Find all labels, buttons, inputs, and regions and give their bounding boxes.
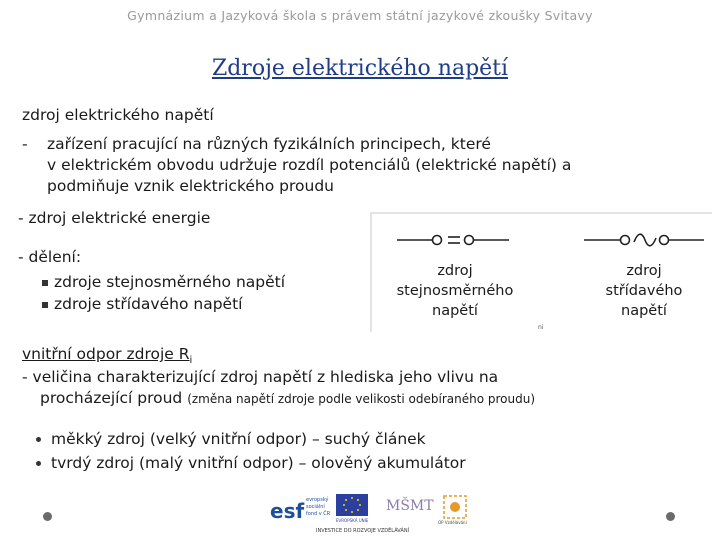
left-corner-dot xyxy=(43,512,52,521)
ac-source-symbol xyxy=(584,234,704,246)
definition-line-2: v elektrickém obvodu udržuje rozdíl potenciálů (elektrické napětí) a xyxy=(47,156,572,174)
school-header: Gymnázium a Jazyková škola s právem státní jazykové zkoušky Svitavy xyxy=(127,8,593,23)
ac-source-label: zdroj střídavého napětí xyxy=(605,263,683,319)
dot-bullet-icon xyxy=(36,461,41,466)
svg-text:sociální: sociální xyxy=(306,504,325,510)
svg-text:esf: esf xyxy=(270,499,305,523)
svg-text:evropský: evropský xyxy=(306,497,329,503)
division-item-label: zdroje střídavého napětí xyxy=(54,295,243,313)
svg-text:INVESTICE DO ROZVOJE VZDĚLÁVÁN: INVESTICE DO ROZVOJE VZDĚLÁVÁNÍ xyxy=(316,528,410,534)
svg-text:EVROPSKÁ UNIE: EVROPSKÁ UNIE xyxy=(336,518,369,523)
dc-source-label: zdroj stejnosměrného napětí xyxy=(396,263,514,319)
section-heading: zdroj elektrického napětí xyxy=(22,106,214,124)
svg-text:fond v ČR: fond v ČR xyxy=(306,511,331,517)
resistance-item xyxy=(36,453,466,474)
funding-logos-image xyxy=(266,490,476,534)
svg-text:MŠMT: MŠMT xyxy=(386,498,434,514)
definition-line-1: zařízení pracující na různých fyzikálních principech, které xyxy=(47,135,491,153)
source-symbols-diagram xyxy=(370,212,712,332)
definition-line-3: podmiňuje vznik elektrického proudu xyxy=(47,177,334,195)
resistance-definition-1: - veličina charakterizující zdroj napětí z hlediska jeho vlivu na xyxy=(22,368,499,386)
definition-dash: - xyxy=(22,135,28,153)
resistance-item-label: tvrdý zdroj (malý vnitřní odpor) – olověný akumulátor xyxy=(51,454,466,472)
energy-line: - zdroj elektrické energie xyxy=(18,209,211,227)
division-item xyxy=(42,294,242,315)
division-heading: - dělení: xyxy=(18,248,82,266)
eu-flag-logo xyxy=(336,494,369,523)
tiny-mark: ni xyxy=(538,324,544,331)
dot-bullet-icon xyxy=(36,437,41,442)
division-item-label: zdroje stejnosměrného napětí xyxy=(54,273,286,291)
op-vzdelavani-logo xyxy=(438,496,468,525)
dc-source-symbol xyxy=(397,236,509,245)
msmt-logo xyxy=(386,496,434,514)
resistance-definition-2: procházející proud (změna napětí zdroje podle velikosti odebíraného proudu) xyxy=(40,389,535,407)
right-corner-dot xyxy=(666,512,675,521)
resistance-item-label: měkký zdroj (velký vnitřní odpor) – suchý článek xyxy=(51,430,426,448)
square-bullet-icon xyxy=(42,280,48,286)
division-item xyxy=(42,272,285,293)
resistance-item xyxy=(36,429,426,450)
resistance-heading: vnitřní odpor zdroje $R_i$ xyxy=(22,345,193,367)
funding-logos xyxy=(266,490,476,534)
svg-text:OP Vzdělávání: OP Vzdělávání xyxy=(438,520,467,525)
esf-logo xyxy=(268,494,331,523)
square-bullet-icon xyxy=(42,302,48,308)
page-title: Zdroje elektrického napětí xyxy=(211,56,509,81)
